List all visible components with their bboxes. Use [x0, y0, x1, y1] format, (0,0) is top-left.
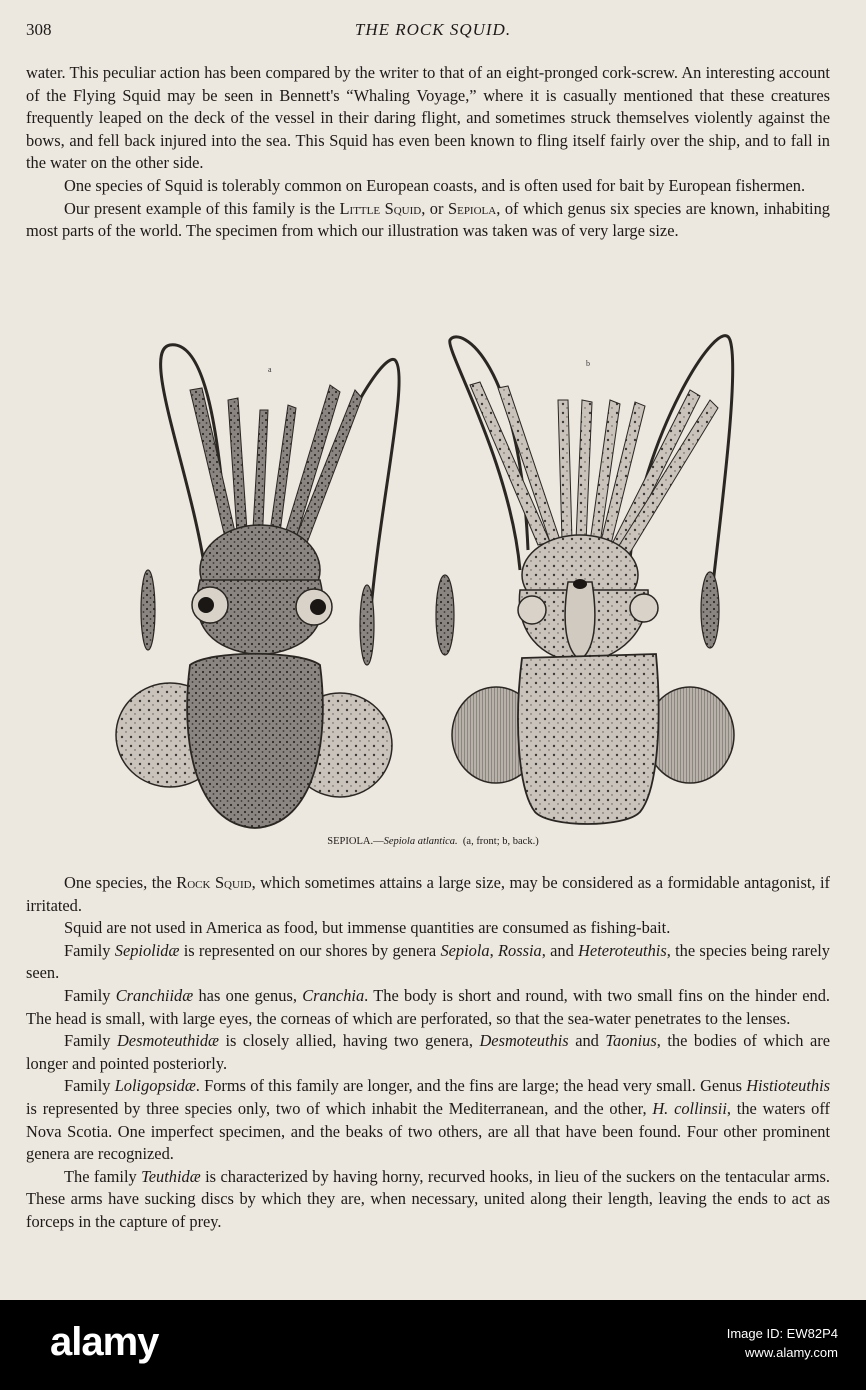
footer-url: www.alamy.com	[745, 1345, 838, 1360]
caption-prefix: SEPIOLA.—	[327, 836, 384, 847]
paragraph: Family Loligopsidæ. Forms of this family are longer, and the fins are large; the head very small. Genus Histioteuthis is represented by three species only, two of which inhabit the Mediterranean, and the other, H. collinsii, the waters off Nova Scotia. One imperfect specimen, and the beaks of two others, are all that have been found. Four other prominent genera are recognized.	[26, 1076, 830, 1164]
alamy-logo: alamy	[50, 1320, 159, 1364]
paragraph: One species, the Rock Squid, which sometimes attains a large size, may be considered as a formidable antagonist, if irritated.	[26, 873, 830, 915]
footer-info	[727, 1326, 838, 1360]
paragraph: Family Cranchiidæ has one genus, Cranchia. The body is short and round, with two small fins on the hinder end. The head is small, with large eyes, the corneas of which are perforated, so that the sea-water penetrates to the lenses.	[26, 985, 830, 1028]
figure-caption	[0, 836, 866, 847]
paragraph: Family Sepiolidæ is represented on our shores by genera Sepiola, Rossia, and Heteroteuthis, the species being rarely seen.	[26, 940, 830, 983]
squid-b-back	[436, 336, 734, 824]
stock-footer-bar	[0, 1300, 866, 1390]
figure-label-a: a	[268, 365, 272, 374]
running-head	[26, 20, 840, 44]
paragraph: Squid are not used in America as food, but immense quantities are consumed as fishing-bait.	[64, 918, 671, 938]
page-number: 308	[26, 20, 52, 39]
running-title: THE ROCK SQUID.	[354, 20, 512, 39]
caption-species: Sepiola atlantica.	[383, 836, 458, 847]
image-id-label: Image ID: EW82P4	[726, 1326, 838, 1341]
paragraph: Family Desmoteuthidæ is closely allied, having two genera, Desmoteuthis and Taonius, the bodies of which are longer and pointed posteriorly.	[26, 1031, 830, 1073]
figure-label-b: b	[586, 359, 590, 368]
squid-a-front	[116, 345, 399, 828]
paragraph: The family Teuthidæ is characterized by having horny, recurved hooks, in lieu of the suckers on the tentacular arms. These arms have sucking discs by which they are, when necessary, united along their length, leaving the ends to act as forceps in the capture of prey.	[26, 1166, 830, 1231]
top-text-block	[26, 62, 830, 243]
bottom-text-block	[26, 872, 830, 1234]
paragraph: One species of Squid is tolerably common on European coasts, and is often used for bait by European fishermen.	[64, 175, 806, 195]
caption-suffix: (a, front; b, back.)	[462, 836, 539, 847]
squid-illustration	[110, 320, 750, 840]
paragraph: Our present example of this family is the Little Squid, or Sepiola, of which genus six species are known, inhabiting most parts of the world. The specimen from which our illustration was taken was of very large size.	[26, 198, 831, 241]
paragraph: water. This peculiar action has been compared by the writer to that of an eight-pronged cork-screw. An interesting account of the Flying Squid may be seen in Bennett's “Whaling Voyage,” where it is casually mentioned that these creatures frequently leaped on the deck of the vessel in their daring flight, and sometimes struck themselves violently against the bows, and fell back injured into the sea. This Squid has even been known to fling itself fairly over the ship, and to fall in the water on the other side.	[26, 63, 830, 173]
